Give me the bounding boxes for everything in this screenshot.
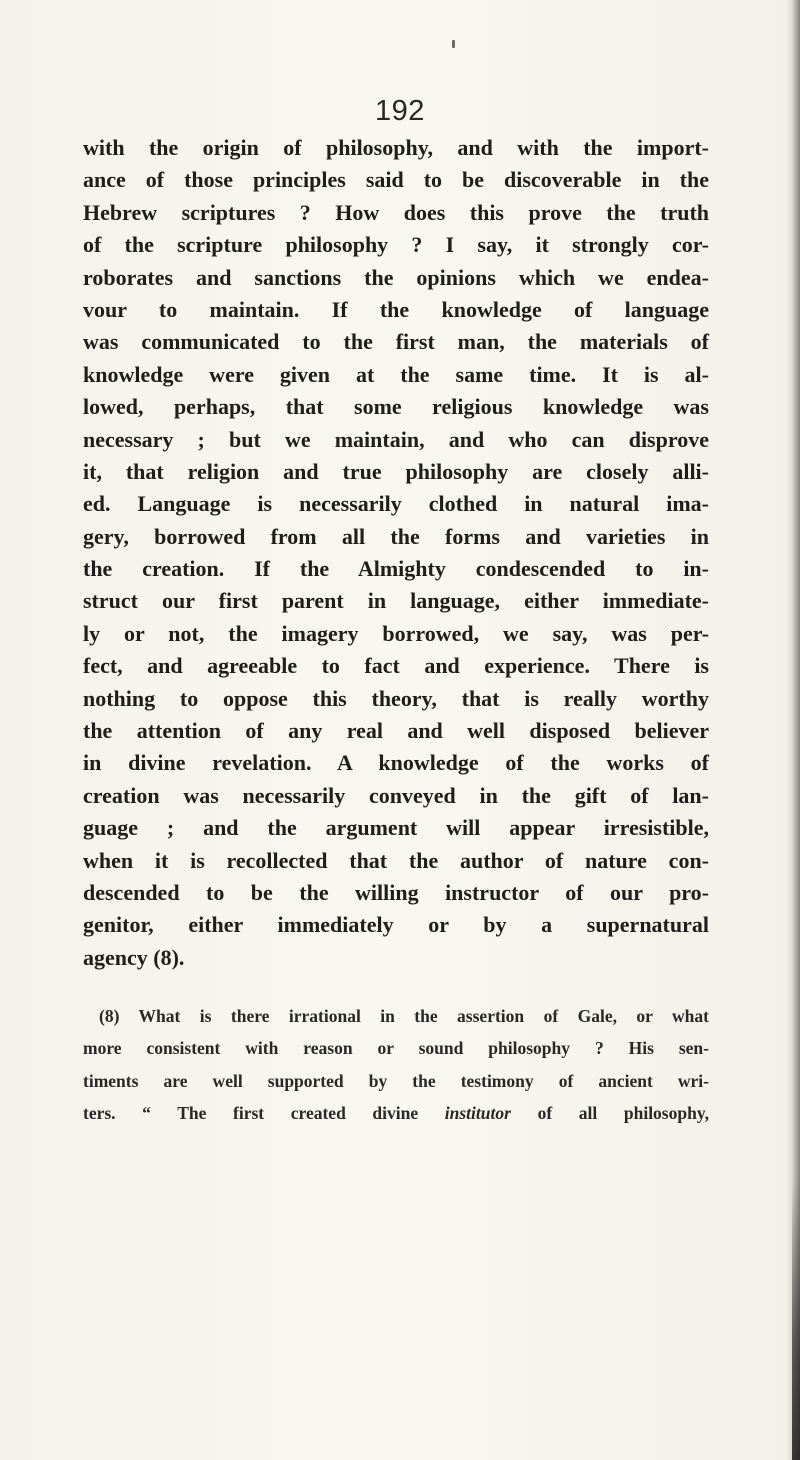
body-line: nothing to oppose this theory, that is really worthy <box>83 685 709 711</box>
body-line: fect, and agreeable to fact and experience. There is <box>83 653 709 679</box>
body-line: vour to maintain. If the knowledge of language <box>83 296 709 322</box>
body-line: struct our first parent in language, either immediate- <box>83 588 709 614</box>
body-line: the attention of any real and well disposed believer <box>83 718 709 744</box>
body-line: Hebrew scriptures ? How does this prove the truth <box>83 199 709 225</box>
footnote-italic-word: institutor <box>444 1103 511 1124</box>
body-line: of the scripture philosophy ? I say, it strongly cor- <box>83 232 709 258</box>
body-line: knowledge were given at the same time. It is al- <box>83 361 709 387</box>
body-line: guage ; and the argument will appear irresistible, <box>83 815 709 841</box>
footnote-text: of all philosophy, <box>510 1103 709 1124</box>
body-line: with the origin of philosophy, and with the import- <box>83 135 709 160</box>
page-number: 192 <box>375 95 425 127</box>
body-line: in divine revelation. A knowledge of the works of <box>83 750 709 776</box>
body-line: agency (8). <box>83 944 185 970</box>
footnote <box>83 1000 709 1130</box>
body-text <box>83 132 709 974</box>
footnote-line: more consistent with reason or sound philosophy ? His sen- <box>83 1038 709 1059</box>
body-line: ed. Language is necessarily clothed in natural ima- <box>83 491 709 517</box>
footnote-text: ters. “ The first created divine <box>83 1103 445 1124</box>
body-line: was communicated to the first man, the materials of <box>83 329 709 355</box>
body-line: genitor, either immediately or by a supernatural <box>83 912 709 938</box>
footnote-line: timents are well supported by the testimony of ancient wri- <box>83 1070 709 1091</box>
body-line: when it is recollected that the author of nature con- <box>83 847 709 873</box>
body-line: creation was necessarily conveyed in the gift of lan- <box>83 782 709 808</box>
body-line: necessary ; but we maintain, and who can disprove <box>83 426 709 452</box>
footnote-line <box>83 1097 709 1129</box>
page-edge-dark <box>792 1180 800 1460</box>
body-line: descended to be the willing instructor of our pro- <box>83 879 709 905</box>
body-line: gery, borrowed from all the forms and varieties in <box>83 523 709 549</box>
body-line: roborates and sanctions the opinions which we endea- <box>83 264 709 290</box>
body-line: the creation. If the Almighty condescended to in- <box>83 556 709 582</box>
body-line: ly or not, the imagery borrowed, we say, was per- <box>83 620 709 646</box>
footnote-line: (8) What is there irrational in the assertion of Gale, or what <box>99 1006 709 1026</box>
body-line: lowed, perhaps, that some religious knowledge was <box>83 394 709 420</box>
body-line: ance of those principles said to be discoverable in the <box>83 167 709 193</box>
body-line: it, that religion and true philosophy are closely alli- <box>83 458 709 484</box>
printer-mark <box>452 40 455 48</box>
